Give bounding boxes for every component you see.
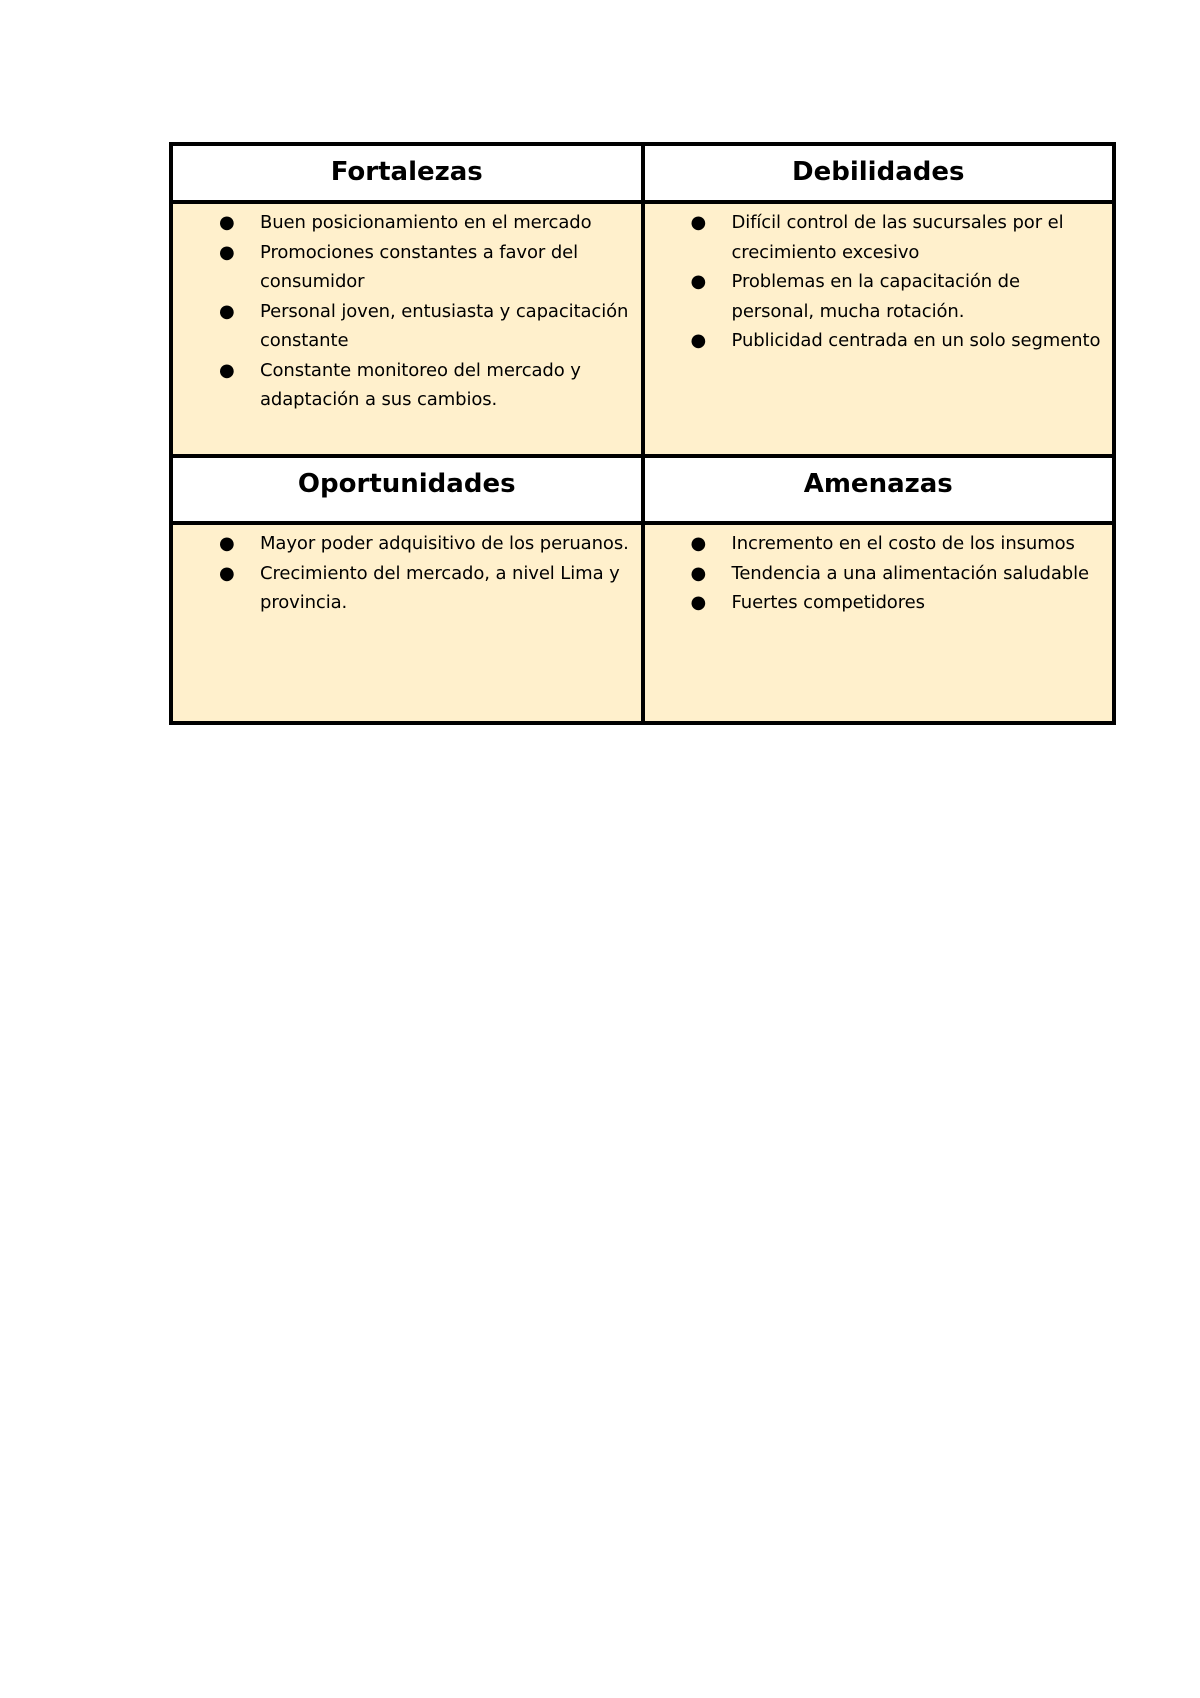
list-item-text: Constante monitoreo del mercado y adaptación a sus cambios. — [260, 359, 581, 410]
list-item-text: Difícil control de las sucursales por el crecimiento excesivo — [731, 212, 1064, 263]
list-item — [173, 529, 635, 559]
bullet-icon: ● — [219, 241, 235, 263]
bullet-icon: ● — [690, 533, 707, 554]
oportunidades-cell — [171, 523, 643, 723]
list-item-text: Problemas en la capacitación de personal, mucha rotación. — [731, 271, 1020, 322]
list-item-text: Crecimiento del mercado, a nivel Lima y provincia. — [260, 562, 620, 613]
list-item-text: Mayor poder adquisitivo de los peruanos. — [260, 533, 629, 554]
list-item — [645, 559, 1107, 589]
bullet-icon: ● — [219, 300, 235, 322]
debilidades-heading: Debilidades — [643, 144, 1115, 202]
amenazas-list — [645, 525, 1113, 618]
list-item-text: Personal joven, entusiasta y capacitación constante — [260, 300, 629, 351]
amenazas-heading: Amenazas — [643, 456, 1115, 523]
list-item — [645, 326, 1107, 356]
list-item — [645, 588, 1107, 618]
list-item-text: Buen posicionamiento en el mercado — [260, 212, 592, 233]
bullet-icon: ● — [690, 271, 707, 292]
list-item-text: Promociones constantes a favor del consumidor — [260, 241, 579, 292]
header-row-1 — [171, 144, 1114, 202]
bullet-icon: ● — [690, 562, 707, 584]
bullet-icon: ● — [690, 592, 707, 613]
list-item-text: Fuertes competidores — [731, 592, 925, 613]
oportunidades-heading: Oportunidades — [171, 456, 643, 523]
amenazas-cell — [643, 523, 1115, 723]
bullet-icon: ● — [219, 533, 235, 554]
content-row-2 — [171, 523, 1114, 723]
fortalezas-list — [173, 204, 641, 415]
fortalezas-cell — [171, 202, 643, 456]
oportunidades-list — [173, 525, 641, 618]
list-item — [645, 529, 1107, 559]
bullet-icon: ● — [690, 330, 707, 351]
list-item-text: Tendencia a una alimentación saludable — [731, 562, 1089, 584]
bullet-icon: ● — [690, 212, 707, 233]
list-item — [645, 208, 1107, 267]
list-item — [173, 297, 635, 356]
bullet-icon: ● — [219, 359, 235, 381]
content-row-1 — [171, 202, 1114, 456]
bullet-icon: ● — [219, 212, 235, 233]
list-item — [173, 559, 635, 618]
list-item — [173, 238, 635, 297]
list-item — [173, 356, 635, 415]
list-item-text: Incremento en el costo de los insumos — [731, 533, 1075, 554]
header-row-2 — [171, 456, 1114, 523]
bullet-icon: ● — [219, 562, 235, 584]
list-item — [645, 267, 1107, 326]
debilidades-cell — [643, 202, 1115, 456]
list-item-text: Publicidad centrada en un solo segmento — [731, 330, 1101, 351]
fortalezas-heading: Fortalezas — [171, 144, 643, 202]
swot-table — [169, 142, 1116, 725]
debilidades-list — [645, 204, 1113, 356]
list-item — [173, 208, 635, 238]
